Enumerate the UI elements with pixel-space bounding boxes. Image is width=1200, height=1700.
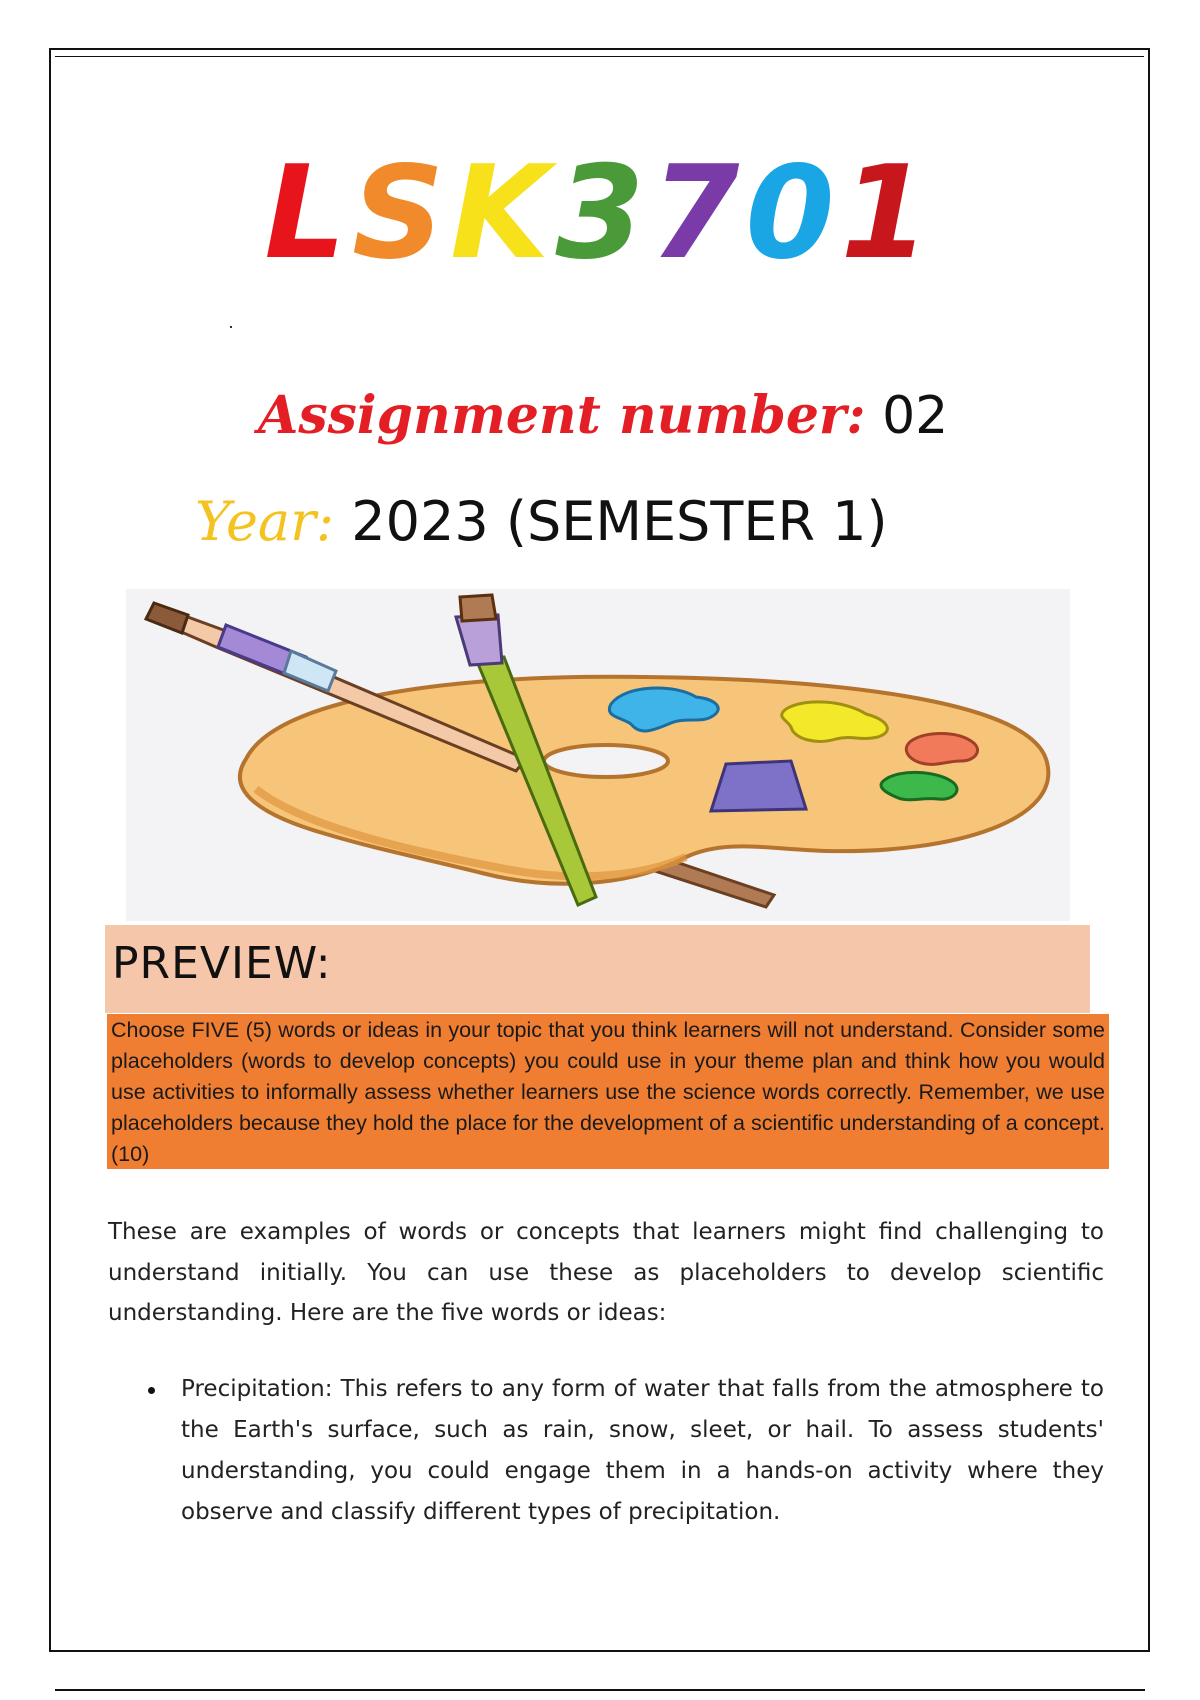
title-letter: K [450, 139, 556, 288]
title-letter: S [351, 139, 451, 288]
concept-list [108, 1369, 1104, 1533]
title-letter: 3 [555, 139, 651, 288]
intro-paragraph: These are examples of words or concepts that learners might find challenging to understand initially. You can use these as placeholders to develop scientific understanding. Here are the five words or ideas: [108, 1219, 1104, 1326]
title-letter: L [264, 139, 352, 288]
footer-rule [55, 1689, 1145, 1691]
task-instructions-text: Choose FIVE (5) words or ideas in your topic that you think learners will not understand. Consider some placeholders (words to develop concepts) you could use in your theme plan and think how you would use activities to informally assess whether learners use the science words correctly. Remember, we use placeholders because they hold the place for the development of a scientific understanding of a concept. (10) [111, 1018, 1105, 1166]
bullet-icon [148, 1387, 155, 1394]
year-value: 2023 (SEMESTER 1) [351, 490, 888, 553]
paint-palette-with-brushes-icon [126, 589, 1070, 921]
course-code-title [0, 139, 1200, 288]
list-item [108, 1369, 1104, 1533]
page-border-inner-rule [55, 56, 1144, 57]
title-letter: 7 [650, 139, 746, 288]
assignment-number-label: Assignment number: [258, 385, 866, 446]
assignment-number-line [258, 385, 949, 446]
year-line [195, 490, 888, 553]
title-letter: 1 [840, 139, 936, 288]
assignment-number-value: 02 [882, 386, 949, 446]
year-label: Year: [195, 490, 335, 553]
list-item-text: Precipitation: This refers to any form of water that falls from the atmosphere to the Earth's surface, such as rain, snow, sleet, or hail. To assess students' understanding, you could engage them in a hands-on activity where they observe and classify different types of precipitation. [181, 1376, 1104, 1525]
preview-heading: PREVIEW: [112, 938, 332, 989]
stray-dot [230, 326, 232, 328]
title-letter: 0 [745, 139, 841, 288]
task-instructions-box [107, 1014, 1109, 1169]
